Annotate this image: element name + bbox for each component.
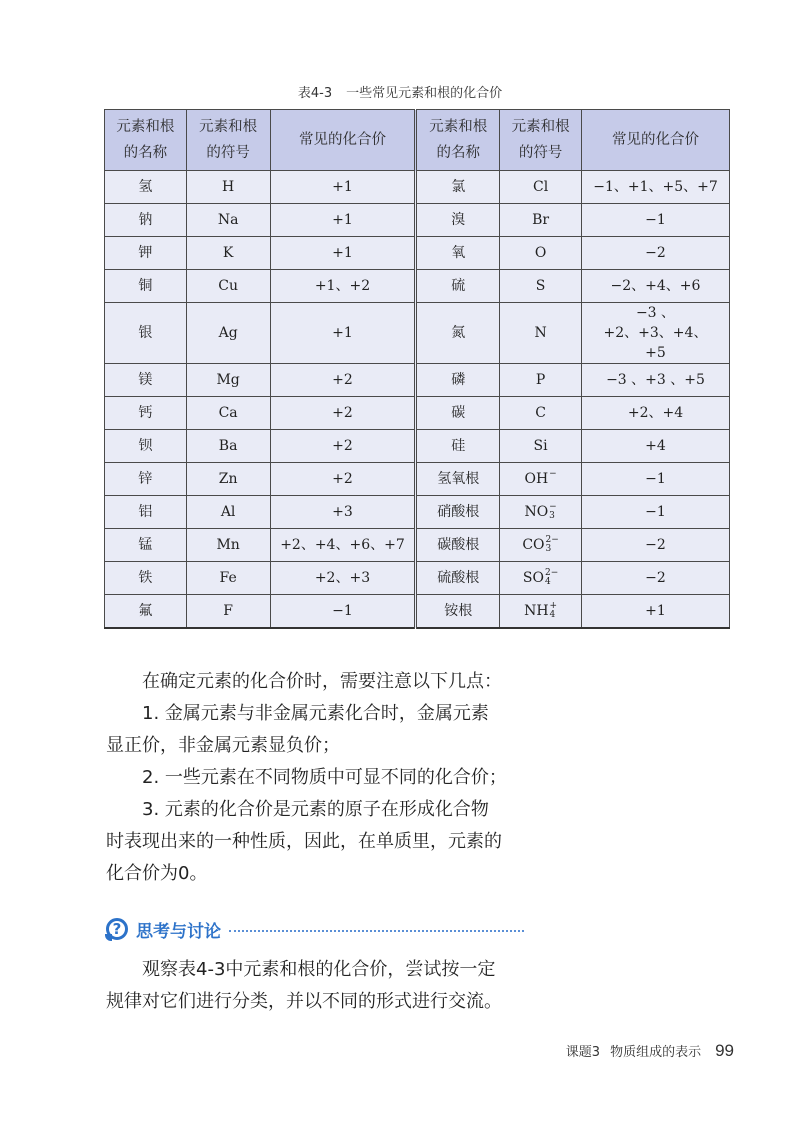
element-valence: −2 — [582, 529, 730, 562]
rule-3: 3. 元素的化合价是元素的原子在形成化合物 — [142, 799, 489, 820]
radical-name: 硝酸根 — [416, 496, 500, 529]
table-row — [105, 463, 730, 496]
element-name: 氯 — [416, 171, 500, 204]
element-name: 溴 — [416, 204, 500, 237]
element-name: 镁 — [105, 364, 187, 397]
header-symbol: 元素和根 的符号 — [500, 110, 582, 171]
table-row — [105, 496, 730, 529]
element-name: 银 — [105, 303, 187, 364]
radical-name: 碳酸根 — [416, 529, 500, 562]
radical-name: 氢氧根 — [416, 463, 500, 496]
table-row — [105, 270, 730, 303]
element-name: 氮 — [416, 303, 500, 364]
discussion-line-2: 规律对它们进行分类，并以不同的形式进行交流。 — [106, 991, 502, 1012]
footer-topic: 物质组成的表示 — [610, 1045, 702, 1060]
radical-symbol: OH − — [500, 463, 582, 496]
element-valence: +2、+3 — [270, 562, 416, 595]
table-row — [105, 364, 730, 397]
element-valence: +1 — [582, 595, 730, 629]
element-name: 碳 — [416, 397, 500, 430]
element-name: 锌 — [105, 463, 187, 496]
radical-symbol: CO 2− 3 — [500, 529, 582, 562]
element-name: 氧 — [416, 237, 500, 270]
header-valence: 常见的化合价 — [270, 110, 416, 171]
element-name: 钾 — [105, 237, 187, 270]
radical-symbol: SO 2− 4 — [500, 562, 582, 595]
radical-name: 硫酸根 — [416, 562, 500, 595]
element-valence: −1、+1、+5、+7 — [582, 171, 730, 204]
element-name: 铁 — [105, 562, 187, 595]
element-valence: +4 — [582, 430, 730, 463]
element-name: 氟 — [105, 595, 187, 629]
discussion-header — [106, 913, 524, 945]
element-valence: +2、+4、+6、+7 — [270, 529, 416, 562]
rules-intro: 在确定元素的化合价时，需要注意以下几点： — [142, 671, 502, 692]
element-symbol: Cl — [500, 171, 582, 204]
element-symbol: Mn — [186, 529, 270, 562]
header-symbol: 元素和根 的符号 — [186, 110, 270, 171]
element-symbol: K — [186, 237, 270, 270]
table-caption — [0, 82, 800, 101]
table-row — [105, 237, 730, 270]
element-valence: −1 — [582, 496, 730, 529]
discussion-text — [106, 954, 526, 1018]
question-bubble-icon: ? — [106, 918, 128, 940]
element-valence: +1、+2 — [270, 270, 416, 303]
table-row — [105, 303, 730, 364]
rule-1-cont: 显正价，非金属元素显负价； — [106, 735, 340, 756]
element-symbol: Ba — [186, 430, 270, 463]
table-number: 表4-3 — [297, 86, 333, 101]
element-symbol: Al — [186, 496, 270, 529]
element-symbol: Cu — [186, 270, 270, 303]
table-row — [105, 562, 730, 595]
element-valence: −3 、+2、+3、+4、 +5 — [582, 303, 730, 364]
element-name: 氢 — [105, 171, 187, 204]
element-valence: +1 — [270, 237, 416, 270]
element-symbol: P — [500, 364, 582, 397]
element-symbol: Ag — [186, 303, 270, 364]
element-valence: +2 — [270, 430, 416, 463]
table-row — [105, 171, 730, 204]
valence-table — [104, 109, 730, 629]
element-symbol: C — [500, 397, 582, 430]
element-symbol: Mg — [186, 364, 270, 397]
element-symbol: Ca — [186, 397, 270, 430]
rule-3-cont: 时表现出来的一种性质，因此，在单质里，元素的 — [106, 831, 502, 852]
page-footer — [0, 1041, 734, 1061]
element-name: 硫 — [416, 270, 500, 303]
page-number: 99 — [715, 1041, 734, 1060]
table-title: 一些常见元素和根的化合价 — [346, 86, 503, 101]
element-valence: +1 — [270, 303, 416, 364]
element-valence: +2 — [270, 397, 416, 430]
radical-symbol: NH + 4 — [500, 595, 582, 629]
element-name: 铝 — [105, 496, 187, 529]
element-symbol: N — [500, 303, 582, 364]
rule-3-end: 化合价为0。 — [106, 863, 208, 884]
element-valence: +2、+4 — [582, 397, 730, 430]
element-name: 铜 — [105, 270, 187, 303]
element-valence: −2、+4、+6 — [582, 270, 730, 303]
table-row — [105, 595, 730, 629]
element-symbol: Na — [186, 204, 270, 237]
discussion-title: 思考与讨论 — [136, 921, 221, 942]
element-symbol: Br — [500, 204, 582, 237]
element-symbol: S — [500, 270, 582, 303]
element-symbol: Zn — [186, 463, 270, 496]
element-valence: −1 — [582, 463, 730, 496]
table-row — [105, 397, 730, 430]
element-name: 钡 — [105, 430, 187, 463]
discussion-line-1: 观察表4-3中元素和根的化合价，尝试按一定 — [142, 959, 496, 980]
element-valence: +3 — [270, 496, 416, 529]
element-name: 钠 — [105, 204, 187, 237]
element-valence: −2 — [582, 562, 730, 595]
rule-2: 2. 一些元素在不同物质中可显不同的化合价； — [142, 767, 507, 788]
header-name: 元素和根 的名称 — [416, 110, 500, 171]
element-symbol: H — [186, 171, 270, 204]
element-name: 钙 — [105, 397, 187, 430]
element-symbol: F — [186, 595, 270, 629]
table-header-row — [105, 110, 730, 171]
element-name: 锰 — [105, 529, 187, 562]
element-valence: +2 — [270, 463, 416, 496]
footer-lesson: 课题3 — [565, 1045, 601, 1060]
element-valence: −2 — [582, 237, 730, 270]
table-row — [105, 430, 730, 463]
element-symbol: Si — [500, 430, 582, 463]
dotted-rule — [229, 930, 524, 932]
element-valence: −1 — [270, 595, 416, 629]
element-symbol: Fe — [186, 562, 270, 595]
radical-name: 铵根 — [416, 595, 500, 629]
element-valence: −3 、+3 、+5 — [582, 364, 730, 397]
rule-1: 1. 金属元素与非金属元素化合时，金属元素 — [142, 703, 489, 724]
table-row — [105, 529, 730, 562]
element-valence: +1 — [270, 204, 416, 237]
rules-text — [106, 666, 526, 890]
element-valence: +1 — [270, 171, 416, 204]
element-valence: −1 — [582, 204, 730, 237]
header-valence: 常见的化合价 — [582, 110, 730, 171]
radical-symbol: NO − 3 — [500, 496, 582, 529]
element-valence: +2 — [270, 364, 416, 397]
table-row — [105, 204, 730, 237]
header-name: 元素和根 的名称 — [105, 110, 187, 171]
element-name: 硅 — [416, 430, 500, 463]
element-symbol: O — [500, 237, 582, 270]
element-name: 磷 — [416, 364, 500, 397]
